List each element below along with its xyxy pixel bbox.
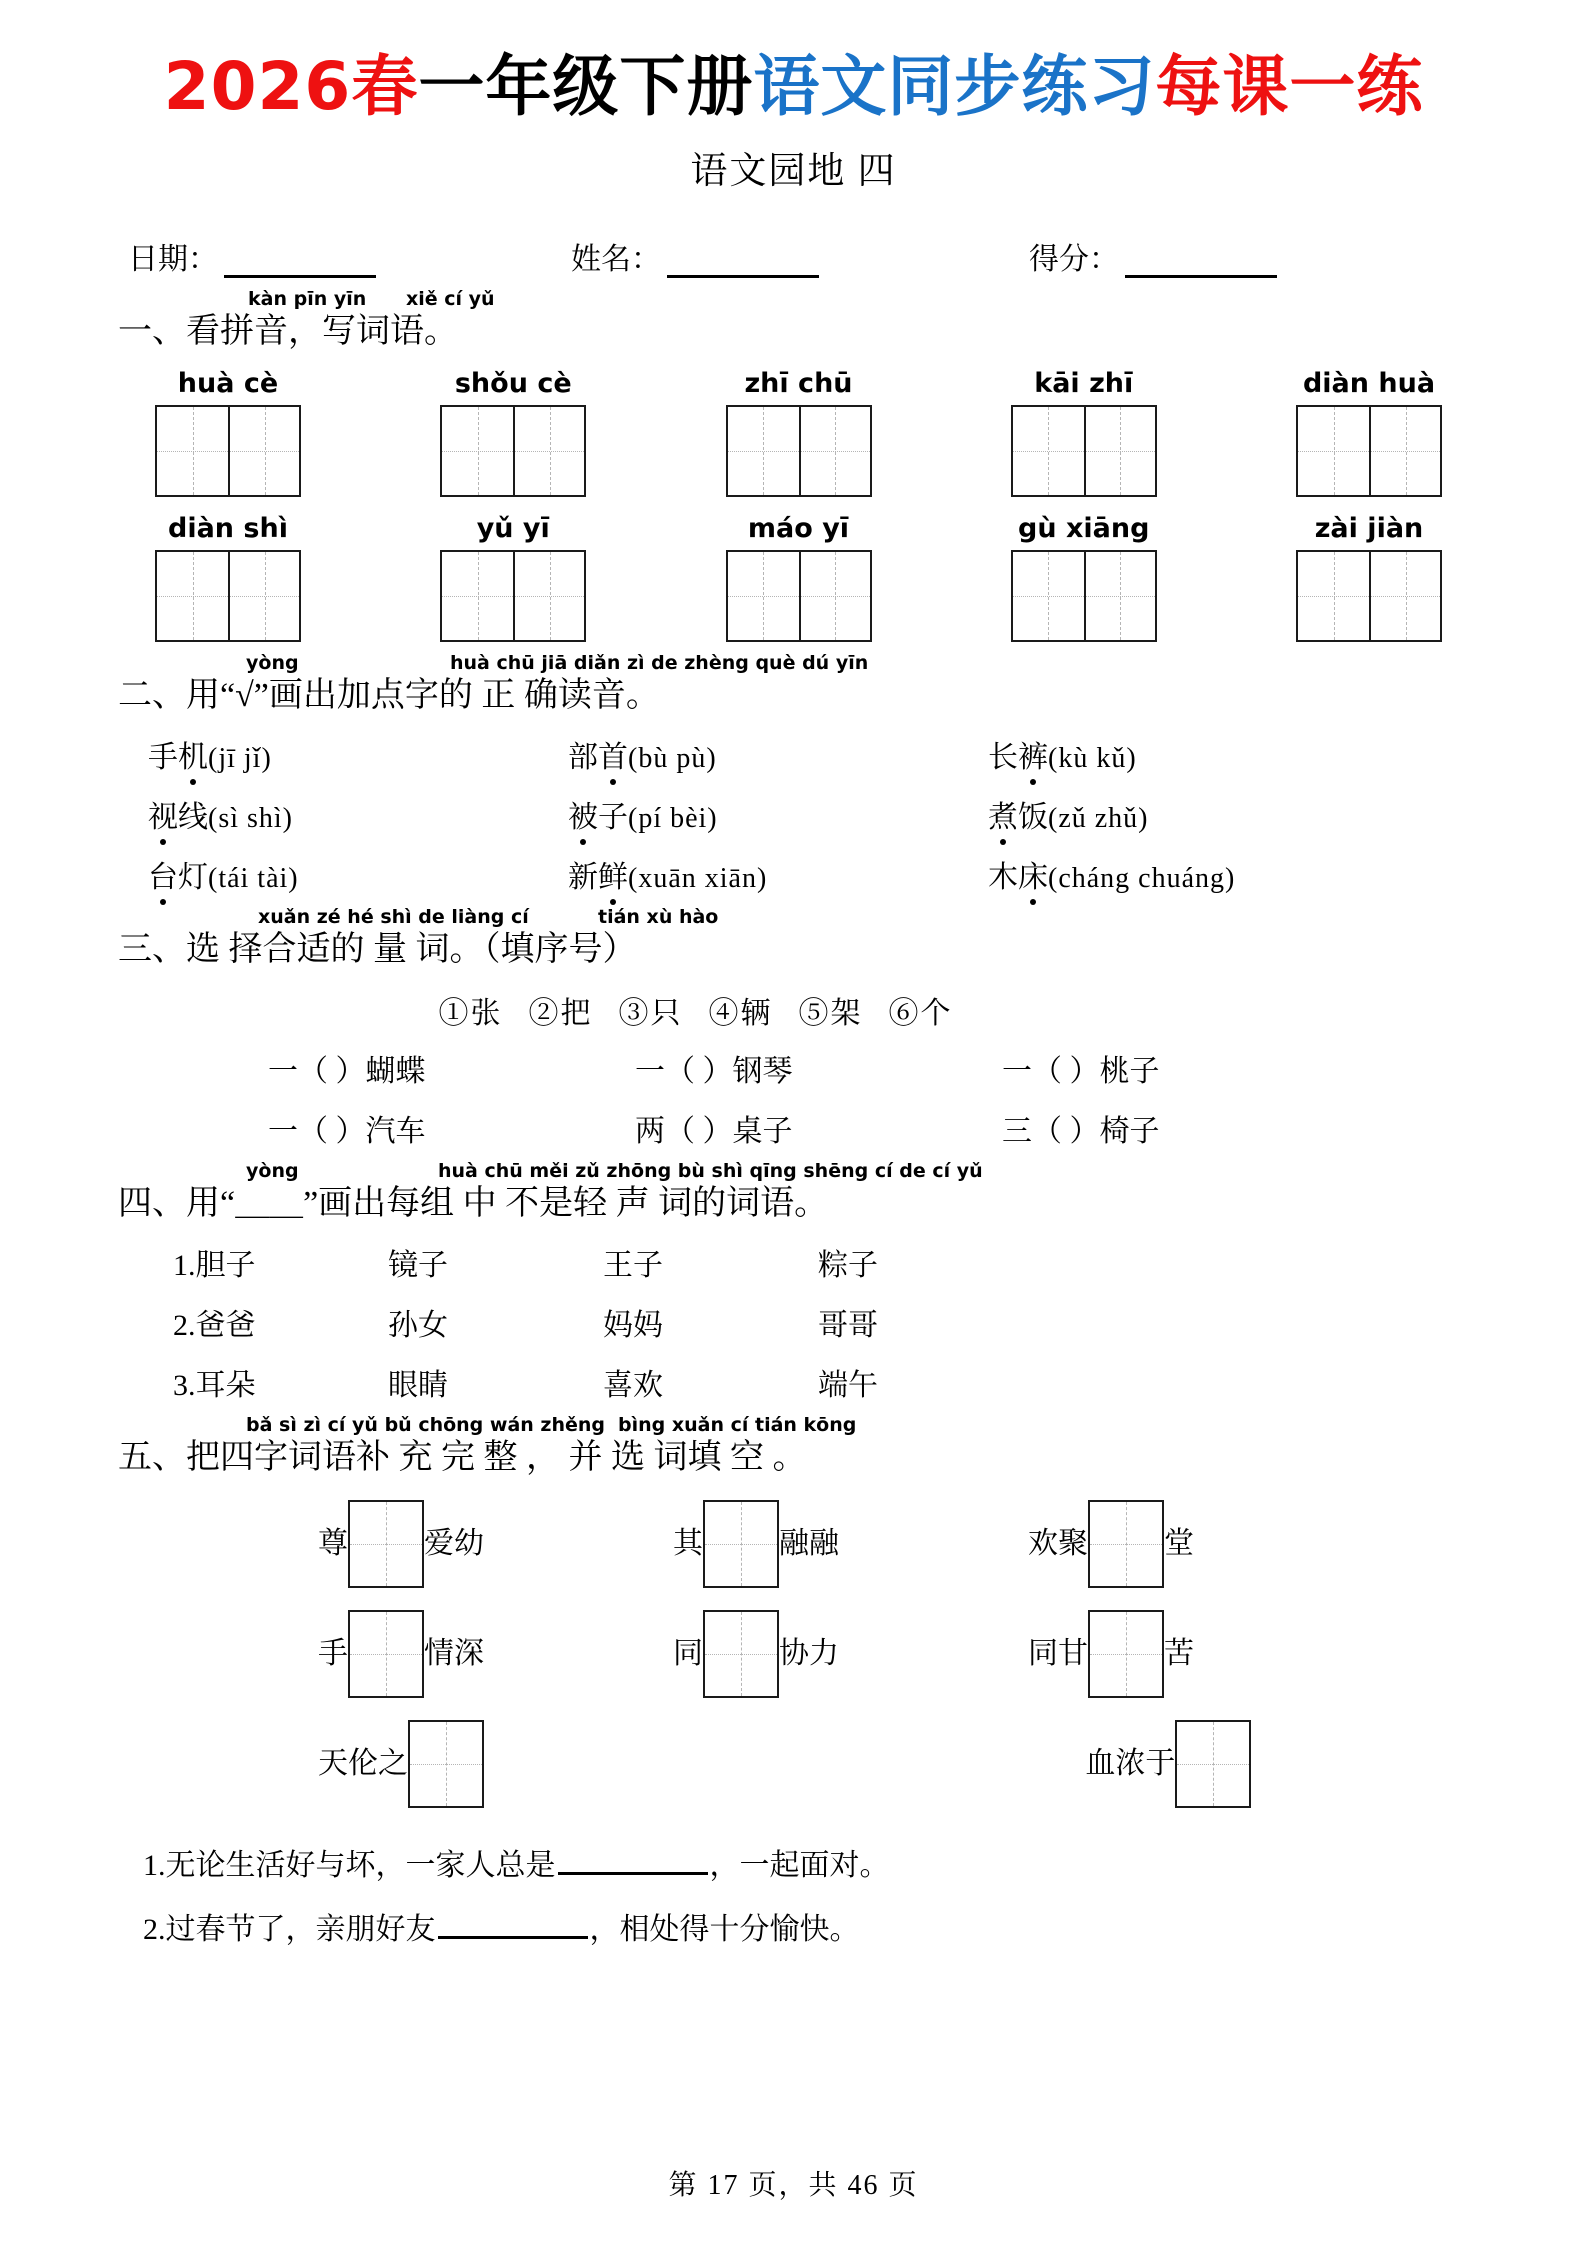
measure-word-item[interactable]	[1002, 1106, 1369, 1150]
word-prefix: 部	[568, 741, 598, 775]
neutral-tone-grid	[118, 1240, 1469, 1404]
pinyin-choices[interactable]: (zǔ zhǔ)	[1048, 803, 1149, 835]
option-item[interactable]: ①张	[438, 997, 503, 1031]
reading-choice-item[interactable]	[148, 792, 568, 836]
idiom-suffix: 爱幼	[424, 1527, 484, 1561]
word[interactable]: 妈妈	[603, 1309, 663, 1343]
grid-cell[interactable]	[228, 407, 299, 495]
idiom-spacer	[702, 1720, 1086, 1808]
sentence-after: ，一起面对。	[709, 1849, 890, 1883]
option-item[interactable]: ⑤架	[798, 997, 863, 1031]
grid-cell[interactable]	[1369, 407, 1440, 495]
section-1-title: 看拼音，写词语。	[186, 312, 458, 350]
idiom-item	[318, 1720, 484, 1808]
idiom-suffix: 情深	[424, 1637, 484, 1671]
option-item[interactable]: ③只	[618, 997, 683, 1031]
idiom-prefix: 手	[318, 1637, 348, 1671]
pinyin-row-2	[118, 513, 1469, 544]
pinyin-word: zhī chū	[744, 367, 853, 399]
idiom-row-2	[118, 1610, 1469, 1698]
tian-zi-ge[interactable]	[726, 550, 872, 642]
answer-blank[interactable]	[438, 1912, 588, 1939]
answer-paren[interactable]: （ ）	[298, 1055, 366, 1089]
tian-zi-ge[interactable]	[1011, 550, 1157, 642]
page-title	[118, 0, 1469, 126]
idiom-slot	[318, 1500, 673, 1588]
spacer-2	[819, 234, 1029, 278]
reading-choice-item[interactable]	[988, 732, 1469, 776]
row-number: 1.	[173, 1249, 196, 1283]
section-4-ruby-2: huà chū měi zǔ zhōng bù shì qīng shēng cí de cí yǔ	[438, 1160, 983, 1183]
pinyin-choices[interactable]: (xuān xiān)	[628, 863, 768, 895]
tian-zi-ge[interactable]	[440, 550, 586, 642]
answer-paren[interactable]: （ ）	[1032, 1115, 1100, 1149]
section-3-title: 选 择合适的 量 词。（填序号）	[186, 931, 637, 969]
grid-cell[interactable]	[350, 1612, 422, 1696]
noun: 汽车	[365, 1115, 426, 1149]
page-footer: 第 17 页，共 46 页	[668, 2170, 919, 2201]
idiom-item	[673, 1610, 839, 1698]
section-1-ruby-2: xiě cí yǔ	[406, 287, 495, 310]
word-prefix: 手	[148, 741, 178, 775]
reading-choice-item[interactable]	[568, 732, 988, 776]
word[interactable]: 哥哥	[818, 1309, 878, 1343]
date-blank[interactable]	[224, 249, 376, 278]
pinyin-row-1	[118, 368, 1469, 399]
reading-choice-item[interactable]	[988, 792, 1469, 836]
section-3-heading	[118, 906, 1469, 970]
tian-zi-ge[interactable]	[1175, 1720, 1251, 1808]
section-2-title-b: ”画出加点字的 正 确读音。	[253, 676, 660, 714]
tian-zi-ge[interactable]	[1011, 405, 1157, 497]
title-segment-blue: 语文同步练习	[753, 48, 1156, 125]
pinyin-word: yǔ yī	[476, 512, 550, 544]
tian-zi-ge[interactable]	[1296, 550, 1442, 642]
score-label: 得分：	[1029, 242, 1119, 276]
idiom-prefix: 同	[673, 1637, 703, 1671]
pinyin-word: diàn huà	[1302, 367, 1436, 399]
section-3	[118, 906, 1469, 1150]
grid-cell[interactable]	[1013, 407, 1084, 495]
noun: 桌子	[732, 1115, 793, 1149]
section-1-heading	[118, 288, 1469, 352]
idiom-item	[673, 1500, 839, 1588]
word[interactable]: 王子	[603, 1249, 663, 1283]
writing-grid-row-2	[118, 550, 1469, 642]
grid-cell[interactable]	[728, 552, 799, 640]
answer-paren[interactable]: （ ）	[665, 1055, 733, 1089]
tian-zi-ge[interactable]	[155, 550, 301, 642]
section-3-number: 三、	[118, 931, 186, 969]
pinyin-choices[interactable]: (jī jǐ)	[208, 743, 272, 775]
sentence-before: 无论生活好与坏，一家人总是	[165, 1849, 556, 1883]
name-label: 姓名：	[571, 242, 661, 276]
measure-word-item[interactable]	[635, 1106, 1002, 1150]
section-1-ruby-1: kàn pīn yīn	[248, 287, 367, 310]
idiom-prefix: 尊	[318, 1527, 348, 1561]
option-item[interactable]: ⑥个	[888, 997, 953, 1031]
student-info-row	[118, 234, 1469, 278]
noun: 蝴蝶	[365, 1055, 426, 1089]
idiom-slot	[1028, 1610, 1383, 1698]
writing-grid-slot	[704, 550, 894, 642]
dotted-char: 床	[1018, 852, 1048, 896]
idiom-suffix: 协力	[779, 1637, 839, 1671]
reading-choice-item[interactable]	[148, 732, 568, 776]
grid-cell[interactable]	[442, 407, 513, 495]
word-suffix: 子	[598, 801, 628, 835]
section-4-title-a: 用“	[186, 1185, 236, 1223]
reading-choice-grid	[118, 732, 1469, 896]
measure-word-options	[118, 988, 1469, 1032]
section-2-number: 二、	[118, 676, 186, 714]
noun: 椅子	[1099, 1115, 1160, 1149]
section-4-heading	[118, 1160, 1469, 1224]
reading-choice-item[interactable]	[568, 792, 988, 836]
pinyin-word: huà cè	[177, 367, 279, 399]
sentence-line	[143, 1848, 1469, 1882]
pinyin-word: kāi zhī	[1034, 367, 1134, 399]
grid-cell[interactable]	[799, 552, 870, 640]
dotted-char: 首	[598, 732, 628, 776]
word-prefix: 长	[988, 741, 1018, 775]
date-field[interactable]	[128, 234, 376, 278]
measure-word-item[interactable]	[1002, 1046, 1369, 1090]
tian-zi-ge[interactable]	[726, 405, 872, 497]
title-segment-black: 一年级下册	[418, 48, 754, 125]
row-label	[173, 1240, 388, 1284]
idiom-slot	[318, 1610, 673, 1698]
row-number: 3.	[173, 1369, 196, 1403]
pinyin-choices[interactable]: (sì shì)	[208, 803, 293, 835]
grid-cell[interactable]	[728, 407, 799, 495]
idiom-slot	[1028, 1500, 1383, 1588]
grid-cell[interactable]	[410, 1722, 482, 1806]
idiom-slot	[673, 1610, 1028, 1698]
option-item[interactable]: ②把	[528, 997, 593, 1031]
grid-cell[interactable]	[157, 552, 228, 640]
grid-cell[interactable]	[157, 407, 228, 495]
section-2-ruby-1: yòng	[246, 651, 299, 674]
tian-zi-ge[interactable]	[1088, 1610, 1164, 1698]
section-4-title-b: ”画出每组 中 不是轻 声 词的词语。	[303, 1185, 829, 1223]
grid-cell[interactable]	[705, 1612, 777, 1696]
word[interactable]: 耳朵	[195, 1369, 256, 1403]
idiom-suffix: 堂	[1164, 1527, 1194, 1561]
reading-choice-item[interactable]	[988, 852, 1469, 896]
writing-grid-slot	[133, 405, 323, 497]
idiom-slot	[1085, 1720, 1469, 1808]
title-segment-red-1: 2026春	[163, 48, 419, 125]
idiom-item	[1028, 1610, 1194, 1698]
answer-paren[interactable]: （ ）	[1032, 1055, 1100, 1089]
section-5-ruby-2: bìng xuǎn cí tián kōng	[618, 1414, 857, 1437]
word-prefix: 木	[988, 861, 1018, 895]
grid-cell[interactable]	[442, 552, 513, 640]
grid-cell[interactable]	[1298, 552, 1369, 640]
writing-grid-slot	[989, 405, 1179, 497]
idiom-item	[1085, 1720, 1251, 1808]
pinyin-word: máo yī	[747, 512, 850, 544]
page-subtitle: 语文园地 四	[690, 150, 897, 192]
quantity: 三	[1002, 1115, 1032, 1149]
grid-cell[interactable]	[513, 407, 584, 495]
idiom-slot	[673, 1500, 1028, 1588]
word-suffix: 线	[178, 801, 208, 835]
measure-word-item[interactable]	[635, 1046, 1002, 1090]
title-segment-red-2: 每课一练	[1155, 48, 1424, 125]
pinyin-word: diàn shì	[168, 512, 288, 544]
grid-cell[interactable]	[228, 552, 299, 640]
dotted-char: 机	[178, 732, 208, 776]
dotted-char: 被	[568, 792, 598, 836]
reading-choice-item[interactable]	[568, 852, 988, 896]
writing-grid-slot	[133, 550, 323, 642]
quantity: 一	[268, 1055, 298, 1089]
pinyin-choices[interactable]: (kù kǔ)	[1048, 743, 1137, 775]
grid-cell[interactable]	[513, 552, 584, 640]
grid-cell[interactable]	[1090, 1612, 1162, 1696]
section-3-ruby-1: xuǎn zé hé shì de liàng cí	[258, 906, 529, 929]
grid-cell[interactable]	[1090, 1502, 1162, 1586]
section-4-ruby-1: yòng	[246, 1160, 299, 1183]
sentence-line	[143, 1912, 1469, 1946]
name-blank[interactable]	[667, 249, 819, 278]
section-2-heading	[118, 652, 1469, 716]
section-5	[118, 1414, 1469, 1945]
name-field[interactable]	[571, 234, 819, 278]
option-item[interactable]: ④辆	[708, 997, 773, 1031]
noun: 桃子	[1099, 1055, 1160, 1089]
pinyin-choices[interactable]: (cháng chuáng)	[1048, 863, 1236, 895]
section-1-number: 一、	[118, 312, 186, 350]
section-2-ruby-2: huà chū jiā diǎn zì de zhèng què dú yīn	[450, 651, 869, 674]
tian-zi-ge[interactable]	[1088, 1500, 1164, 1588]
dotted-char: 台	[148, 852, 178, 896]
section-5-ruby-1: bǎ sì zì cí yǔ bǔ chōng wán zhěng	[246, 1414, 606, 1437]
grid-cell[interactable]	[1369, 552, 1440, 640]
pinyin-word: zài jiàn	[1314, 512, 1424, 544]
writing-grid-slot	[1274, 550, 1464, 642]
grid-cell[interactable]	[1013, 552, 1084, 640]
tian-zi-ge[interactable]	[348, 1610, 424, 1698]
section-3-ruby-2: tián xù hào	[598, 906, 719, 929]
sentence-number: 2.	[143, 1912, 166, 1946]
idiom-prefix: 欢聚	[1028, 1527, 1088, 1561]
fill-in-sentences	[118, 1848, 1469, 1945]
dotted-char: 视	[148, 792, 178, 836]
pinyin-word: gù xiāng	[1018, 512, 1150, 544]
section-4	[118, 1160, 1469, 1404]
section-4-number: 四、	[118, 1185, 186, 1223]
writing-grid-slot	[704, 405, 894, 497]
grid-cell[interactable]	[1298, 407, 1369, 495]
section-2	[118, 652, 1469, 896]
grid-cell[interactable]	[799, 407, 870, 495]
tian-zi-ge[interactable]	[155, 405, 301, 497]
pinyin-choices[interactable]: (pí bèi)	[628, 803, 718, 835]
word[interactable]: 爸爸	[195, 1309, 256, 1343]
writing-grid-slot	[418, 550, 608, 642]
pinyin-choices[interactable]: (bù pù)	[628, 743, 717, 775]
grid-cell[interactable]	[1084, 552, 1155, 640]
word[interactable]: 胆子	[195, 1249, 256, 1283]
idiom-prefix: 血浓于	[1085, 1747, 1176, 1781]
dotted-char: 煮	[988, 792, 1018, 836]
sentence-after: ，相处得十分愉快。	[589, 1912, 860, 1946]
tian-zi-ge[interactable]	[1296, 405, 1442, 497]
answer-blank[interactable]	[558, 1848, 708, 1875]
idiom-slot	[318, 1720, 702, 1808]
row-number: 2.	[173, 1309, 196, 1343]
idiom-suffix: 融融	[779, 1527, 839, 1561]
section-1	[118, 288, 1469, 642]
word-prefix: 新	[568, 861, 598, 895]
answer-paren[interactable]: （ ）	[665, 1115, 733, 1149]
checkmark-icon: √	[235, 676, 254, 714]
quantity: 两	[635, 1115, 665, 1149]
tian-zi-ge[interactable]	[703, 1500, 779, 1588]
grid-cell[interactable]	[705, 1502, 777, 1586]
tian-zi-ge[interactable]	[348, 1500, 424, 1588]
dotted-char: 裤	[1018, 732, 1048, 776]
reading-choice-item[interactable]	[148, 852, 568, 896]
section-5-title: 把四字词语补 充 完 整 ， 并 选 词填 空 。	[186, 1439, 807, 1477]
idiom-item	[318, 1610, 484, 1698]
word[interactable]: 镜子	[388, 1249, 448, 1283]
score-blank[interactable]	[1125, 249, 1277, 278]
word-suffix: 灯	[178, 861, 208, 895]
spacer-1	[376, 234, 571, 278]
underline-symbol: ＿＿	[235, 1185, 304, 1223]
idiom-row-3	[118, 1720, 1469, 1808]
writing-grid-slot	[418, 405, 608, 497]
row-label	[173, 1300, 388, 1344]
idiom-prefix: 同甘	[1028, 1637, 1088, 1671]
measure-word-item[interactable]	[268, 1106, 635, 1150]
answer-paren[interactable]: （ ）	[298, 1115, 366, 1149]
word[interactable]: 眼睛	[388, 1369, 448, 1403]
word-suffix: 饭	[1018, 801, 1048, 835]
idiom-row-1	[118, 1500, 1469, 1588]
score-field[interactable]	[1029, 234, 1277, 278]
idiom-prefix: 其	[673, 1527, 703, 1561]
tian-zi-ge[interactable]	[408, 1720, 484, 1808]
word[interactable]: 端午	[818, 1369, 878, 1403]
word[interactable]: 孙女	[388, 1309, 448, 1343]
writing-grid-slot	[989, 550, 1179, 642]
section-2-title-a: 用“	[186, 676, 236, 714]
writing-grid-row-1	[118, 405, 1469, 497]
idiom-item	[318, 1500, 484, 1588]
idiom-suffix: 苦	[1164, 1637, 1194, 1671]
pinyin-word: shǒu cè	[454, 367, 572, 399]
tian-zi-ge[interactable]	[440, 405, 586, 497]
idiom-prefix: 天伦之	[318, 1747, 408, 1781]
section-5-heading	[118, 1414, 1469, 1478]
date-label: 日期：	[128, 242, 218, 276]
grid-cell[interactable]	[1084, 407, 1155, 495]
sentence-number: 1.	[143, 1849, 166, 1883]
writing-grid-slot	[1274, 405, 1464, 497]
sentence-before: 过春节了，亲朋好友	[165, 1912, 436, 1946]
grid-cell[interactable]	[350, 1502, 422, 1586]
grid-cell[interactable]	[1177, 1722, 1249, 1806]
section-5-number: 五、	[118, 1439, 186, 1477]
measure-word-grid	[118, 1046, 1469, 1150]
idiom-item	[1028, 1500, 1194, 1588]
word[interactable]: 粽子	[818, 1249, 878, 1283]
measure-word-item[interactable]	[268, 1046, 635, 1090]
pinyin-choices[interactable]: (tái tài)	[208, 863, 299, 895]
row-label	[173, 1360, 388, 1404]
tian-zi-ge[interactable]	[703, 1610, 779, 1698]
quantity: 一	[268, 1115, 298, 1149]
word[interactable]: 喜欢	[603, 1369, 663, 1403]
noun: 钢琴	[732, 1055, 793, 1089]
quantity: 一	[1002, 1055, 1032, 1089]
quantity: 一	[635, 1055, 665, 1089]
dotted-char: 鲜	[598, 852, 628, 896]
